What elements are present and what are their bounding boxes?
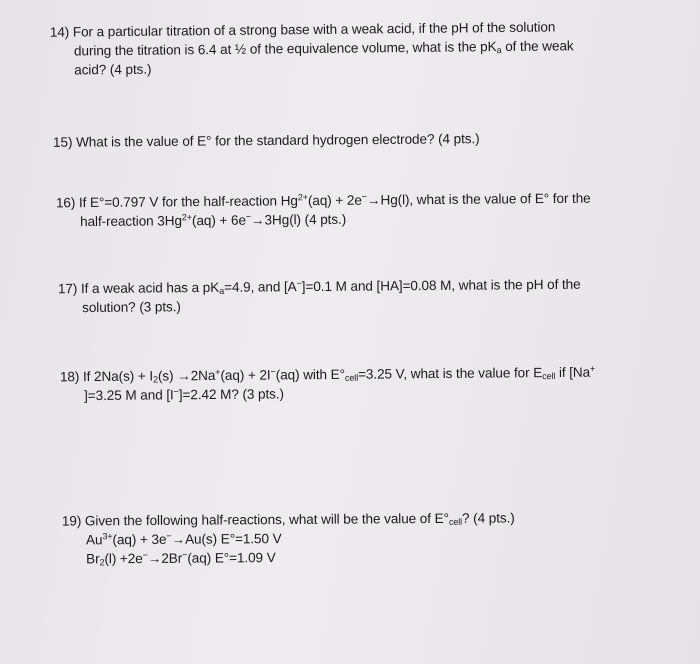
- question-17: [58, 275, 581, 318]
- question-15: [53, 129, 480, 152]
- question-16-line-2: half-reaction $3Hg^{2+}(aq) + 6e^-\to 3Hg(l)$ (4 pts.): [80, 211, 347, 230]
- question-16: [56, 189, 591, 232]
- question-19-line-1: 19) Given the following half-reactions, what will be the value of $E^\circ_{cell}$? (4 pts.): [61, 510, 515, 529]
- question-19-reaction-2: $Br_2(l) +2e^-\to 2Br^-(aq)$ E°=1.09 V: [86, 549, 276, 568]
- question-17-line-1: 17) If a weak acid has a $pK_a=4.9$, and [A−]=0.1 M and [HA]=0.08 M, what is the pH of the: [57, 276, 581, 297]
- question-14-line-1: 14) For a particular titration of a strong base with a weak acid, if the pH of the solution: [49, 19, 556, 40]
- question-18-line-2: ]=3.25 M and [I−]=2.42 M? (3 pts.): [84, 386, 284, 404]
- question-17-line-2: solution? (3 pts.): [82, 299, 181, 316]
- question-14-line-2: during the titration is 6.4 at ½ of the equivalence volume, what is the $pK_a$ of the weak: [73, 38, 574, 59]
- question-18: [60, 363, 596, 406]
- question-16-line-1: 16) If E°=0.797 V for the half-reaction $Hg^{2+}(aq) + 2e^-\to Hg(l)$, what is the value of E° for the: [55, 190, 591, 211]
- question-19-reaction-1: $Au^{3+}(aq) + 3e^-\to Au(s)$ E°=1.50 V: [85, 530, 282, 548]
- question-14: [50, 17, 574, 79]
- question-19: [62, 508, 515, 568]
- question-14-line-3: acid? (4 pts.): [74, 61, 152, 78]
- question-15-line-1: 15) What is the value of E° for the standard hydrogen electrode? (4 pts.): [52, 131, 480, 150]
- question-18-line-1: 18) If $2Na(s) + I_2(s) \to 2Na^+(aq) + 2I^-(aq)$ with $E^\circ_{cell}=3.25$ V, what is the value for $E_{cell}$ if [Na+: [59, 363, 596, 385]
